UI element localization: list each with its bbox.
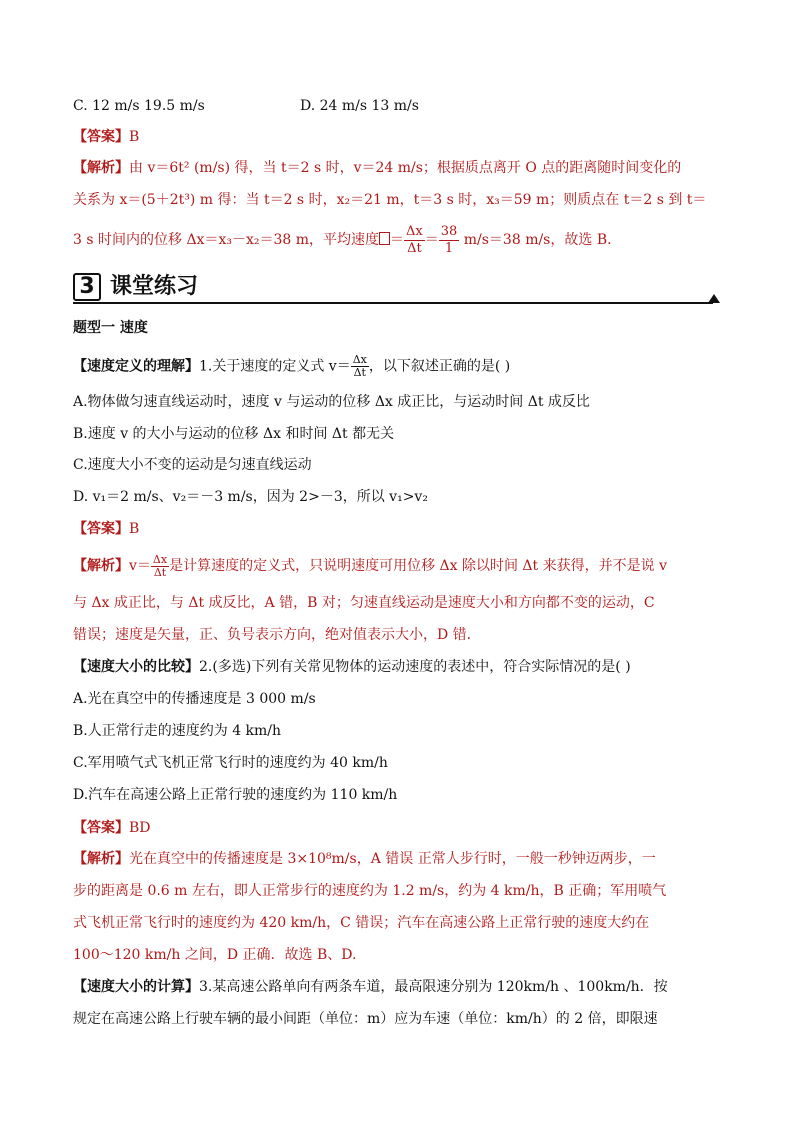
analysis-line-1 [73, 158, 681, 178]
q1-answer-line [73, 519, 139, 539]
fraction-numerator: Δx [352, 353, 367, 366]
fraction-38-1 [439, 224, 460, 257]
q2-option-d: D.汽车在高速公路上正常行驶的速度约为 110 km/h [73, 787, 398, 803]
q1-tag: 【速度定义的理解】 [73, 358, 199, 375]
q1-option-b: B.速度 v 的大小与运动的位移 Δx 和时间 Δt 都无关 [73, 426, 395, 442]
triangle-marker-icon [708, 294, 720, 303]
analysis-line-3 [73, 222, 612, 258]
answer-line [73, 127, 139, 147]
option-c: C. 12 m/s 19.5 m/s [73, 98, 205, 114]
q2-option-b: B.人正常行走的速度约为 4 km/h [73, 723, 282, 739]
option-d: D. 24 m/s 13 m/s [300, 98, 419, 114]
analysis-text: 3 s 时间内的位移 Δx＝x₃－x₂＝38 m，平均速度 [73, 232, 380, 248]
answer-tag: 【答案】 [73, 129, 129, 145]
q1-analysis-line-1 [73, 552, 667, 580]
fraction-numerator: Δx [152, 552, 168, 566]
analysis-text: 由 v＝6t² (m/s) 得，当 t＝2 s 时，v＝24 m/s；根据质点离开 O 点的距离随时间变化的 [129, 160, 682, 176]
q2-option-a: A.光在真空中的传播速度是 3 000 m/s [73, 691, 316, 707]
analysis-text: 光在真空中的传播速度是 3×10⁸m/s，A 错误 正常人步行时，一般一秒钟迈两步，一 [129, 851, 656, 867]
q2-option-c: C.军用喷气式飞机正常飞行时的速度约为 40 km/h [73, 755, 388, 771]
analysis-line-2: 关系为 x＝(5＋2t³) m 得：当 t＝2 s 时，x₂＝21 m，t＝3 s 时，x₃＝59 m；则质点在 t＝2 s 到 t＝ [73, 192, 707, 208]
fraction-denominator: Δt [153, 565, 167, 579]
q2-analysis-line-3: 式飞机正常飞行时的速度约为 420 km/h，C 错误；汽车在高速公路上正常行驶的速度大约在 [73, 915, 650, 931]
q2-answer-line [73, 818, 151, 838]
q3-stem-line-2: 规定在高速公路上行驶车辆的最小间距（单位：m）应为车速（单位：km/h）的 2 倍，即限速 [73, 1011, 658, 1027]
fraction-denominator: Δt [407, 240, 422, 256]
q3-stem-line-1 [73, 977, 668, 997]
q1-option-d: D. v₁＝2 m/s、v₂＝－3 m/s，因为 2>－3，所以 v₁>v₂ [73, 489, 428, 505]
analysis-text: m/s＝38 m/s，故选 B. [459, 232, 612, 248]
q2-analysis-line-4: 100～120 km/h 之间，D 正确．故选 B、D. [73, 947, 357, 963]
question-type-heading: 题型一 速度 [73, 320, 148, 336]
answer-value: B [129, 129, 140, 145]
fraction-denominator: Δt [353, 366, 366, 379]
q1-option-a: A.物体做匀速直线运动时，速度 v 与运动的位移 Δx 成正比，与运动时间 Δt 成反比 [73, 394, 590, 410]
fraction-dx-dt [404, 224, 425, 257]
answer-value: BD [129, 820, 151, 836]
q2-stem [73, 657, 631, 677]
analysis-tag: 【解析】 [73, 558, 129, 574]
fraction-denominator: 1 [444, 240, 454, 256]
q1-analysis-line-3: 错误；速度是矢量，正、负号表示方向，绝对值表示大小，D 错． [73, 627, 481, 643]
fraction-dx-dt [151, 554, 169, 579]
q2-stem-text: 2.(多选)下列有关常见物体的运动速度的表述中，符合实际情况的是( ) [199, 659, 631, 675]
fraction-numerator: Δx [406, 223, 423, 239]
equals-sign: ＝ [390, 232, 405, 248]
q2-analysis-line-2: 步的距离是 0.6 m 左右，即人正常步行的速度约为 1.2 m/s，约为 4 km/h，B 正确；军用喷气 [73, 883, 667, 899]
analysis-tag: 【解析】 [73, 851, 129, 867]
q1-stem [73, 354, 510, 379]
section-divider [73, 302, 713, 304]
q1-option-c: C.速度大小不变的运动是匀速直线运动 [73, 457, 312, 473]
q3-tag: 【速度大小的计算】 [73, 979, 199, 995]
equals-sign: ＝ [424, 232, 439, 248]
q2-tag: 【速度大小的比较】 [73, 659, 199, 675]
analysis-text: v＝ [129, 558, 151, 574]
answer-tag: 【答案】 [73, 521, 129, 537]
analysis-tag: 【解析】 [73, 160, 129, 176]
answer-tag: 【答案】 [73, 820, 129, 836]
section-title: 课堂练习 [110, 274, 199, 299]
q1-analysis-line-2: 与 Δx 成正比，与 Δt 成反比，A 错，B 对；匀速直线运动是速度大小和方向都不变的运动，C [73, 595, 655, 611]
q3-stem-text: 3.某高速公路单向有两条车道，最高限速分别为 120km/h 、100km/h．按 [199, 979, 668, 995]
q2-analysis-line-1 [73, 849, 656, 869]
fraction-dx-dt [351, 354, 369, 379]
q1-stem-text: ，以下叙述正确的是( ) [368, 358, 511, 375]
v-bar-placeholder-icon [379, 232, 390, 245]
fraction-numerator: 38 [440, 223, 458, 239]
q1-stem-text: 1.关于速度的定义式 v＝ [199, 358, 351, 375]
answer-value: B [129, 521, 140, 537]
section-number-badge: 3 [73, 273, 101, 301]
analysis-text: 是计算速度的定义式，只说明速度可用位移 Δx 除以时间 Δt 来获得，并不是说 v [169, 558, 667, 574]
